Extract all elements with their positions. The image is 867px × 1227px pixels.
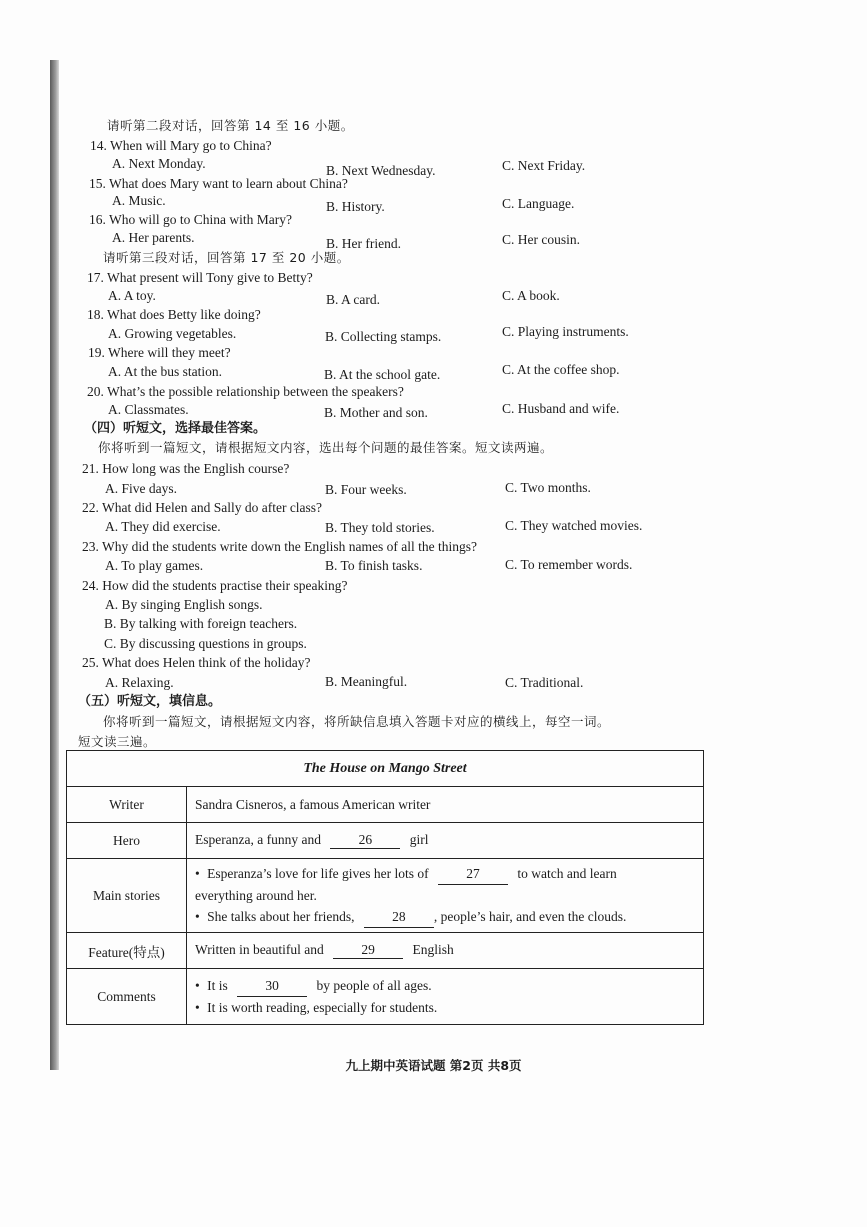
bullet-icon: • — [195, 978, 200, 993]
blank-26: 26 — [330, 832, 400, 849]
option-c: C. Traditional. — [505, 675, 584, 690]
comments-label: Comments — [67, 969, 187, 1025]
option-b: B. At the school gate. — [324, 367, 441, 382]
page-footer: 九上期中英语试题 第2页 共8页 — [345, 1058, 522, 1073]
story-1 — [195, 863, 695, 885]
question-text: 19. Where will they meet? — [88, 345, 231, 360]
option-c: C. Language. — [502, 196, 575, 211]
comment-1-text-after: by people of all ages. — [316, 978, 432, 993]
option-a: A. By singing English songs. — [105, 597, 263, 612]
part-4-instruction: 你将听到一篇短文，请根据短文内容，选出每个问题的最佳答案。短文读两遍。 — [98, 440, 554, 455]
question-text: 24. How did the students practise their speaking? — [82, 578, 348, 593]
option-b: B. Mother and son. — [324, 405, 428, 420]
option-b: B. Her friend. — [326, 236, 401, 251]
part-5-instruction-line-1: 你将听到一篇短文，请根据短文内容，将所缺信息填入答题卡对应的横线上，每空一词。 — [103, 714, 611, 729]
comment-1-text-before: It is — [207, 978, 228, 993]
option-a: A. They did exercise. — [105, 519, 221, 534]
hero-value — [187, 823, 704, 859]
option-c: C. A book. — [502, 288, 560, 303]
question-text: 18. What does Betty like doing? — [87, 307, 261, 322]
part-5-instruction-line-2: 短文读三遍。 — [78, 734, 157, 749]
option-a: A. Music. — [112, 193, 166, 208]
table-row — [67, 787, 704, 823]
story-2-text-before: She talks about her friends, — [207, 909, 355, 924]
question-text: 25. What does Helen think of the holiday? — [82, 655, 311, 670]
question-text: 16. Who will go to China with Mary? — [89, 212, 292, 227]
story-1-continued: everything around her. — [195, 888, 317, 903]
feature-label: Feature(特点) — [67, 933, 187, 969]
option-b: B. Meaningful. — [325, 674, 408, 689]
question-text: 21. How long was the English course? — [82, 461, 290, 476]
comments-value — [187, 969, 704, 1025]
option-b: B. A card. — [326, 292, 380, 307]
story-1-text-before: Esperanza’s love for life gives her lots of — [207, 866, 429, 881]
question-text: 17. What present will Tony give to Betty? — [87, 270, 313, 285]
option-c: C. Playing instruments. — [502, 324, 629, 339]
feature-text-before: Written in beautiful and — [195, 942, 324, 957]
table-row — [67, 969, 704, 1025]
part-5-title: （五）听短文，填信息。 — [78, 694, 222, 709]
blank-27: 27 — [438, 863, 508, 885]
table-row — [67, 823, 704, 859]
option-a: A. Her parents. — [112, 230, 195, 245]
bullet-icon: • — [195, 866, 200, 881]
info-table — [66, 750, 704, 1025]
option-b: B. Next Wednesday. — [326, 163, 436, 178]
option-b: B. To finish tasks. — [325, 558, 423, 573]
comment-2-text: It is worth reading, especially for students. — [207, 1000, 438, 1015]
question-text: 15. What does Mary want to learn about China? — [89, 176, 348, 191]
part-4-title: （四）听短文，选择最佳答案。 — [84, 421, 267, 436]
question-text: 22. What did Helen and Sally do after class? — [82, 500, 323, 515]
option-c: C. Husband and wife. — [502, 401, 620, 416]
bullet-icon: • — [195, 1000, 200, 1015]
option-c: C. Her cousin. — [502, 232, 580, 247]
question-text: 23. Why did the students write down the English names of all the things? — [82, 539, 477, 554]
hero-label: Hero — [67, 823, 187, 859]
table-title: The House on Mango Street — [67, 751, 704, 787]
option-c: C. They watched movies. — [505, 518, 643, 533]
story-1-text-after: to watch and learn — [517, 866, 617, 881]
table-row — [67, 859, 704, 933]
option-c: C. Next Friday. — [502, 158, 586, 173]
writer-label: Writer — [67, 787, 187, 823]
option-a: A. Relaxing. — [105, 675, 174, 690]
blank-29: 29 — [333, 942, 403, 959]
option-a: A. Growing vegetables. — [108, 326, 237, 341]
table-title-row — [67, 751, 704, 787]
writer-value: Sandra Cisneros, a famous American writer — [187, 787, 704, 823]
question-text: 20. What’s the possible relationship between the speakers? — [87, 384, 404, 399]
option-b: B. By talking with foreign teachers. — [104, 616, 298, 631]
option-b: B. They told stories. — [325, 520, 435, 535]
option-a: A. A toy. — [108, 288, 156, 303]
option-b: B. History. — [326, 199, 385, 214]
option-c: C. At the coffee shop. — [502, 362, 620, 377]
option-a: A. Next Monday. — [112, 156, 206, 171]
bullet-icon: • — [195, 909, 200, 924]
option-a: A. Classmates. — [108, 402, 189, 417]
main-stories-label: Main stories — [67, 859, 187, 933]
option-c: C. To remember words. — [505, 557, 633, 572]
blank-28: 28 — [364, 906, 434, 928]
blank-30: 30 — [237, 975, 307, 997]
option-a: A. Five days. — [105, 481, 177, 496]
question-text: 14. When will Mary go to China? — [90, 138, 272, 153]
dialogue-2-instruction: 请听第二段对话，回答第 14 至 16 小题。 — [107, 118, 354, 133]
comment-2 — [195, 997, 695, 1018]
hero-text-after: girl — [409, 832, 429, 847]
feature-text-after: English — [412, 942, 454, 957]
comment-1 — [195, 975, 695, 997]
story-2 — [195, 906, 695, 928]
main-stories-value — [187, 859, 704, 933]
option-c: C. By discussing questions in groups. — [104, 636, 307, 651]
story-2-text-after: , people’s hair, and even the clouds. — [433, 909, 627, 924]
option-a: A. To play games. — [105, 558, 204, 573]
option-b: B. Collecting stamps. — [325, 329, 442, 344]
option-c: C. Two months. — [505, 480, 591, 495]
option-a: A. At the bus station. — [108, 364, 222, 379]
hero-text-before: Esperanza, a funny and — [195, 832, 321, 847]
feature-value — [187, 933, 704, 969]
dialogue-3-instruction: 请听第三段对话，回答第 17 至 20 小题。 — [103, 250, 350, 265]
option-b: B. Four weeks. — [325, 482, 407, 497]
table-row — [67, 933, 704, 969]
